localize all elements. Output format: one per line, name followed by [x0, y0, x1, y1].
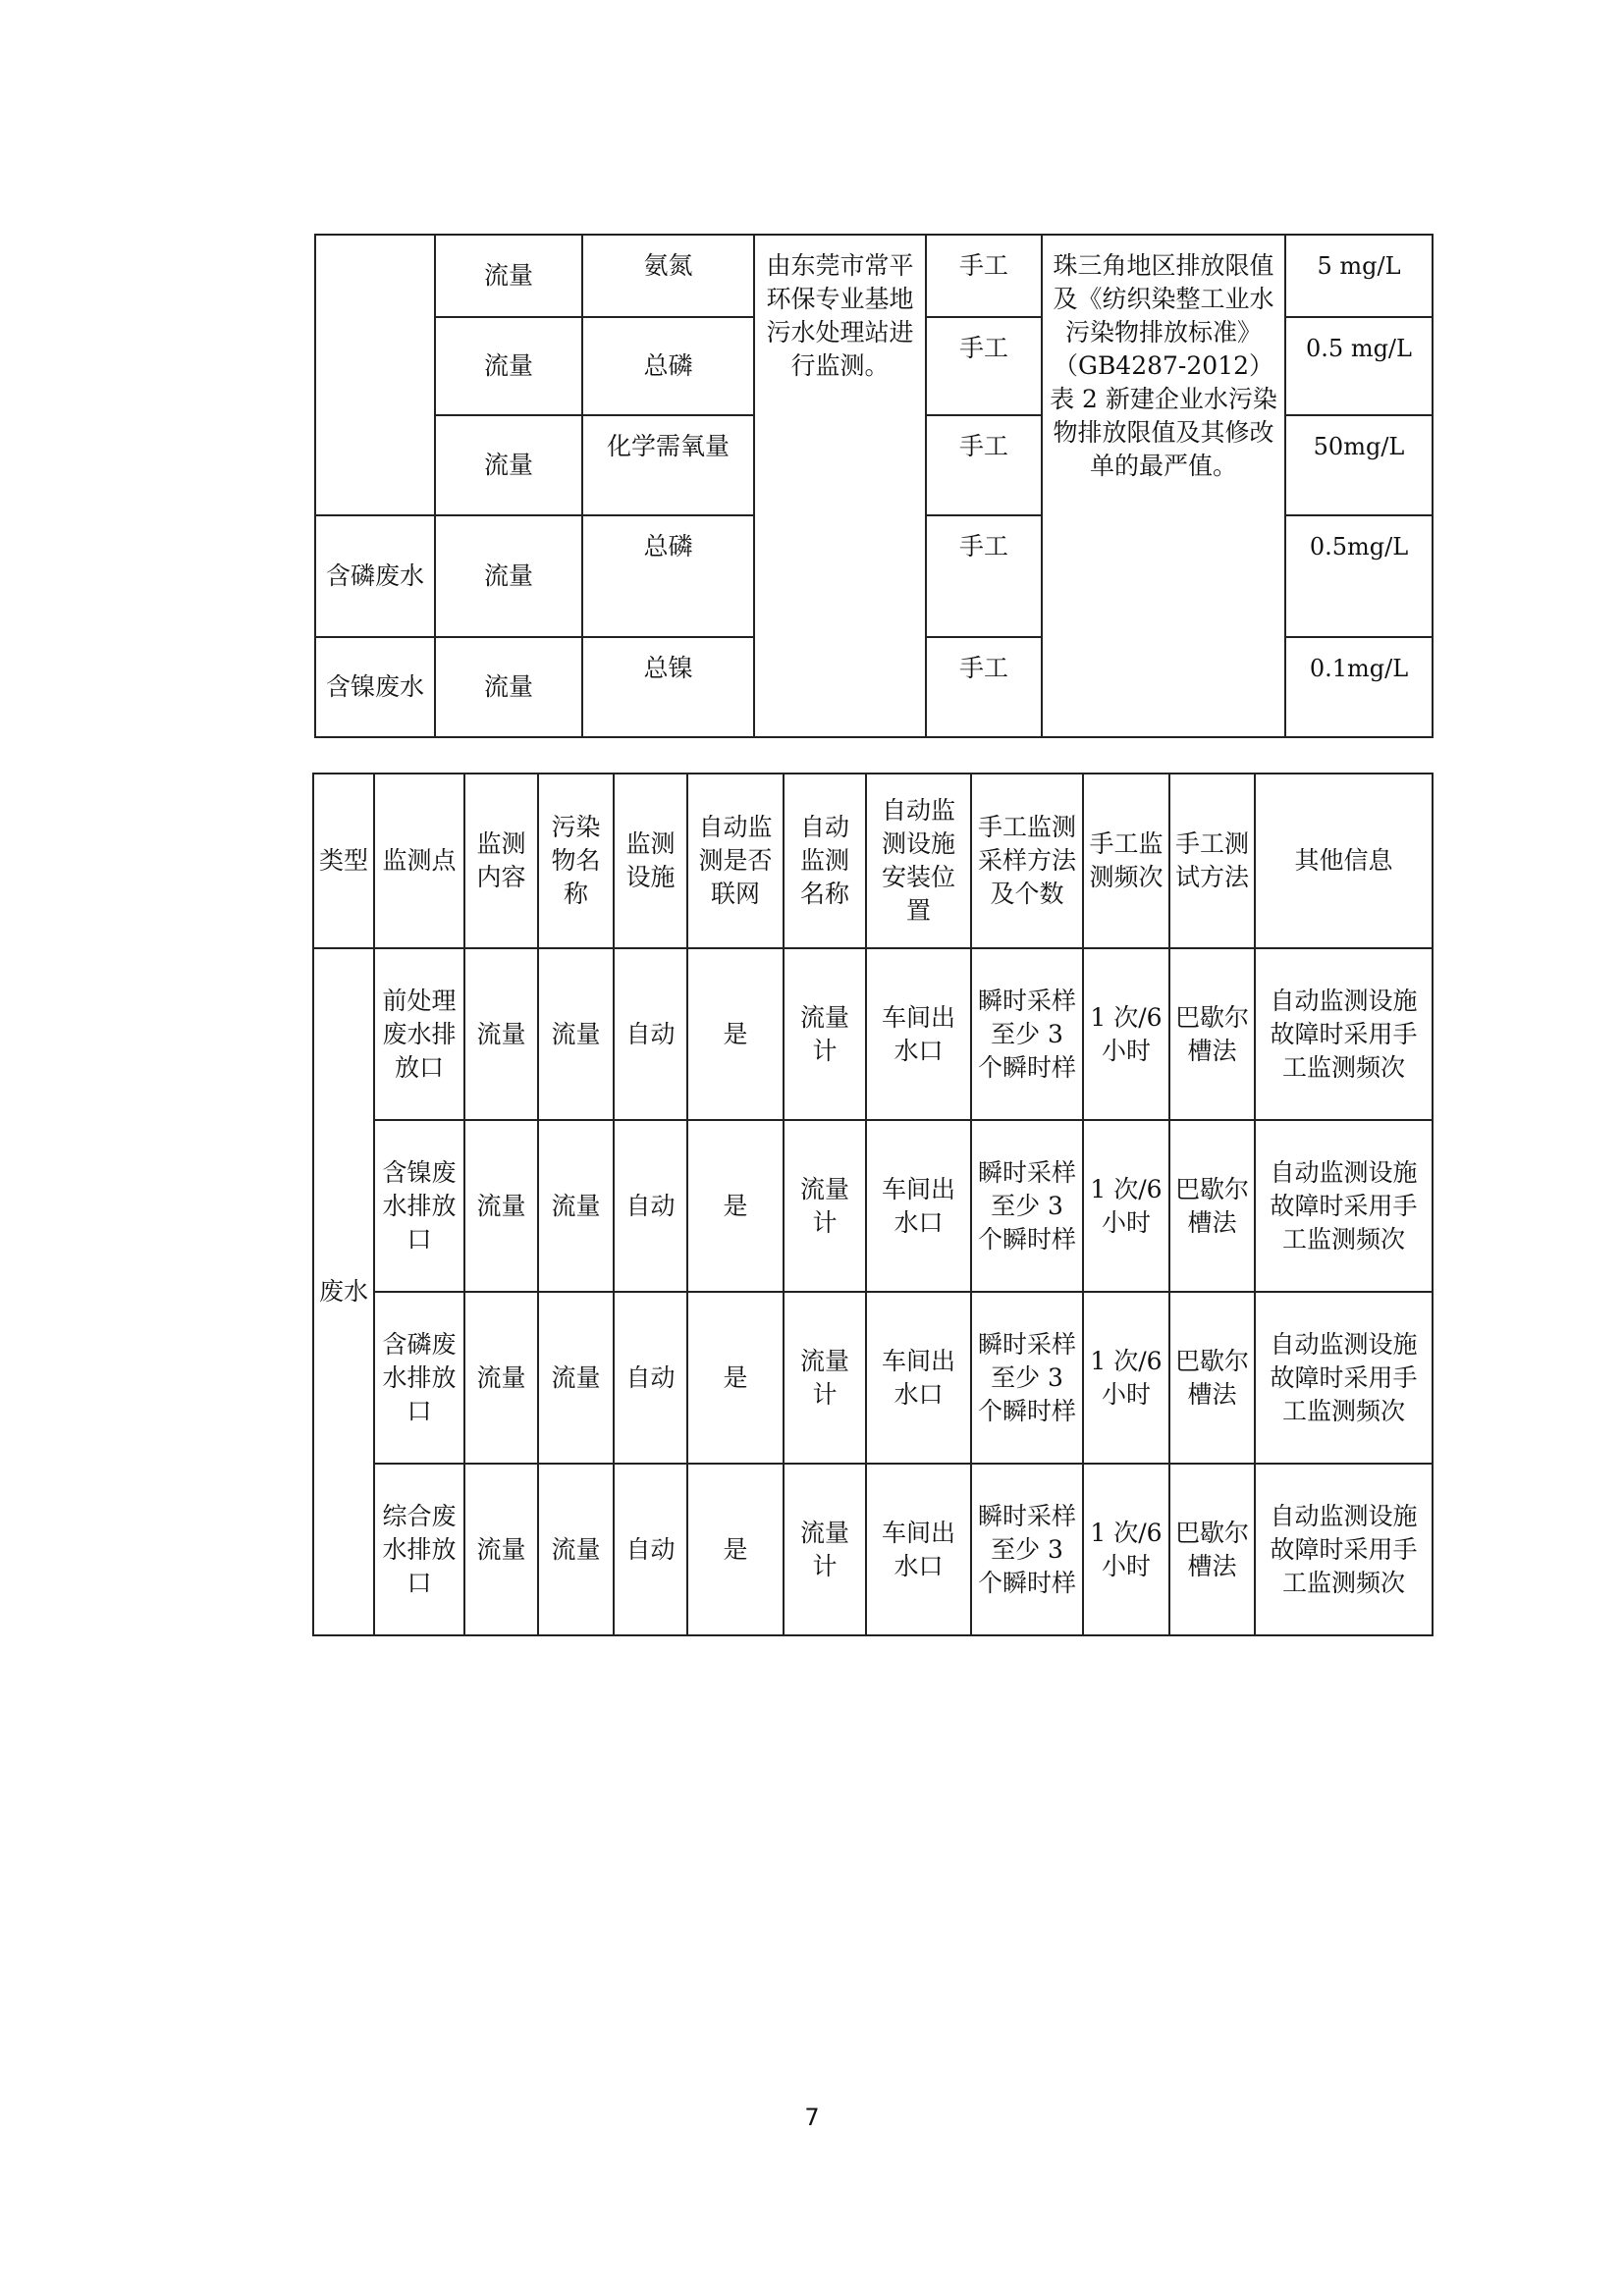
other-info-cell: 自动监测设施故障时采用手工监测频次: [1255, 1120, 1433, 1292]
header-cell: 监测设施: [614, 774, 687, 948]
point-cell: 前处理废水排放口: [374, 948, 464, 1120]
method-cell: 手工: [926, 415, 1042, 515]
header-cell: 手工监测频次: [1083, 774, 1169, 948]
pollutant-cell: 总镍: [582, 637, 754, 737]
content-cell: 流量: [464, 1292, 538, 1464]
page-number: 7: [804, 2104, 820, 2131]
location-cell: 车间出水口: [866, 948, 971, 1120]
table-row: [313, 1292, 1433, 1464]
facility-cell: 自动: [614, 1120, 687, 1292]
test-method-cell: 巴歇尔槽法: [1169, 1120, 1255, 1292]
standard-cell: 珠三角地区排放限值及《纺织染整工业水污染物排放标准》（GB4287-2012）表 2 新建企业水污染物排放限值及其修改单的最严值。: [1042, 235, 1285, 737]
type-cell: 废水: [313, 948, 374, 1635]
frequency-cell: 1 次/6 小时: [1083, 1464, 1169, 1635]
content-cell: 流量: [435, 415, 582, 515]
pollutant-cell: 氨氮: [582, 235, 754, 317]
content-cell: 流量: [435, 235, 582, 317]
frequency-cell: 1 次/6 小时: [1083, 1120, 1169, 1292]
limits-row: [315, 235, 1433, 317]
test-method-cell: 巴歇尔槽法: [1169, 1464, 1255, 1635]
point-cell: 含磷废水排放口: [374, 1292, 464, 1464]
pollutant-cell: 流量: [538, 948, 614, 1120]
sampling-cell: 瞬时采样至少 3 个瞬时样: [971, 1120, 1083, 1292]
location-cell: 车间出水口: [866, 1464, 971, 1635]
test-method-cell: 巴歇尔槽法: [1169, 948, 1255, 1120]
type-cell-empty: [315, 235, 435, 515]
test-method-cell: 巴歇尔槽法: [1169, 1292, 1255, 1464]
pollutant-cell: 流量: [538, 1464, 614, 1635]
header-cell: 手工监测采样方法及个数: [971, 774, 1083, 948]
other-info-cell: 自动监测设施故障时采用手工监测频次: [1255, 948, 1433, 1120]
sampling-cell: 瞬时采样至少 3 个瞬时样: [971, 1464, 1083, 1635]
sampling-cell: 瞬时采样至少 3 个瞬时样: [971, 948, 1083, 1120]
header-cell: 自动监测是否联网: [687, 774, 784, 948]
method-cell: 手工: [926, 317, 1042, 415]
limits-table: [314, 234, 1434, 738]
auto-name-cell: 流量计: [784, 1120, 866, 1292]
auto-name-cell: 流量计: [784, 1464, 866, 1635]
limit-cell: 50mg/L: [1285, 415, 1433, 515]
frequency-cell: 1 次/6 小时: [1083, 1292, 1169, 1464]
other-info-cell: 自动监测设施故障时采用手工监测频次: [1255, 1292, 1433, 1464]
location-cell: 车间出水口: [866, 1292, 971, 1464]
networked-cell: 是: [687, 948, 784, 1120]
header-cell: 类型: [313, 774, 374, 948]
table-row: [313, 1464, 1433, 1635]
limit-cell: 0.5 mg/L: [1285, 317, 1433, 415]
header-cell: 自动监测设施安装位置: [866, 774, 971, 948]
type-cell: 含镍废水: [315, 637, 435, 737]
frequency-cell: 1 次/6 小时: [1083, 948, 1169, 1120]
content-cell: 流量: [435, 637, 582, 737]
networked-cell: 是: [687, 1292, 784, 1464]
method-cell: 手工: [926, 637, 1042, 737]
networked-cell: 是: [687, 1464, 784, 1635]
pollutant-cell: 总磷: [582, 515, 754, 637]
table-row: [313, 1120, 1433, 1292]
method-cell: 手工: [926, 515, 1042, 637]
header-cell: 其他信息: [1255, 774, 1433, 948]
content-cell: 流量: [464, 1120, 538, 1292]
header-cell: 自动监测名称: [784, 774, 866, 948]
limit-cell: 0.1mg/L: [1285, 637, 1433, 737]
sampling-cell: 瞬时采样至少 3 个瞬时样: [971, 1292, 1083, 1464]
monitor-note-cell: 由东莞市常平环保专业基地污水处理站进行监测。: [754, 235, 926, 737]
pollutant-cell: 流量: [538, 1292, 614, 1464]
content-cell: 流量: [464, 948, 538, 1120]
header-row: [313, 774, 1433, 948]
facility-cell: 自动: [614, 1292, 687, 1464]
auto-name-cell: 流量计: [784, 948, 866, 1120]
pollutant-cell: 化学需氧量: [582, 415, 754, 515]
header-cell: 监测内容: [464, 774, 538, 948]
networked-cell: 是: [687, 1120, 784, 1292]
other-info-cell: 自动监测设施故障时采用手工监测频次: [1255, 1464, 1433, 1635]
header-cell: 污染物名称: [538, 774, 614, 948]
pollutant-cell: 总磷: [582, 317, 754, 415]
header-cell: 监测点: [374, 774, 464, 948]
auto-name-cell: 流量计: [784, 1292, 866, 1464]
header-cell: 手工测试方法: [1169, 774, 1255, 948]
limit-cell: 0.5mg/L: [1285, 515, 1433, 637]
limit-cell: 5 mg/L: [1285, 235, 1433, 317]
content-cell: 流量: [435, 317, 582, 415]
monitoring-table: [312, 773, 1434, 1636]
point-cell: 含镍废水排放口: [374, 1120, 464, 1292]
content-cell: 流量: [464, 1464, 538, 1635]
table-row: [313, 948, 1433, 1120]
content-cell: 流量: [435, 515, 582, 637]
facility-cell: 自动: [614, 948, 687, 1120]
type-cell: 含磷废水: [315, 515, 435, 637]
point-cell: 综合废水排放口: [374, 1464, 464, 1635]
facility-cell: 自动: [614, 1464, 687, 1635]
pollutant-cell: 流量: [538, 1120, 614, 1292]
method-cell: 手工: [926, 235, 1042, 317]
location-cell: 车间出水口: [866, 1120, 971, 1292]
